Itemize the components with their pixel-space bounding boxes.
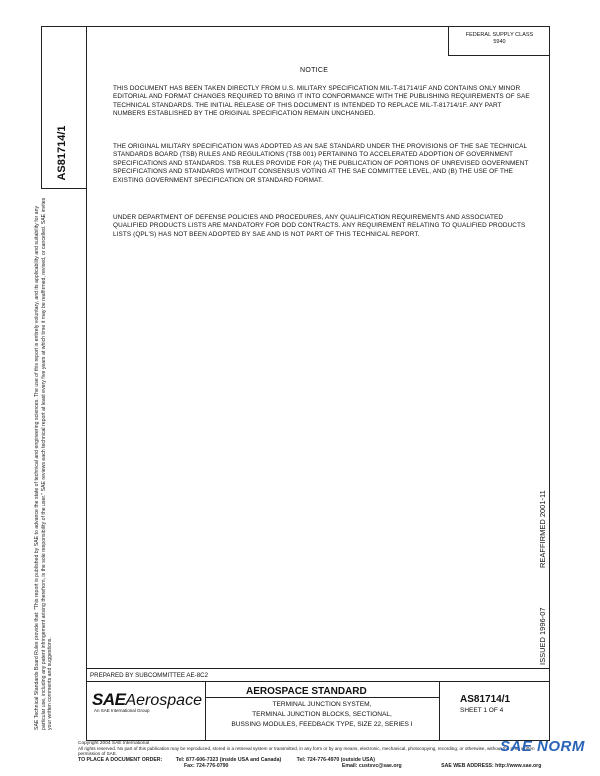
title-block-rule [86, 681, 550, 682]
copyright: Copyright 2004 SAE International [78, 741, 150, 746]
description-line-3: BUSSING MODULES, FEEDBACK TYPE, SIZE 22, SERIES I [231, 721, 413, 728]
title-block-top-rule [86, 668, 550, 669]
contact-row [78, 764, 541, 770]
description-line-2: TERMINAL JUNCTION BLOCKS, SECTIONAL, [252, 711, 392, 718]
federal-supply-class-box [448, 26, 550, 56]
fax: Fax: 724-776-0790 [184, 763, 229, 769]
phone-intl: Tel: 724-776-4970 (outside USA) [296, 757, 375, 763]
document-description [206, 700, 438, 730]
logo-word: Aerospace [125, 692, 202, 709]
rights-statement: All rights reserved. No part of this publication may be reproduced, stored in a retrieval system or transmitted, in any form or by any means, electronic, mechanical, photocopying, recording, or otherwise, without the prior written permission of SAE. [78, 746, 535, 757]
prepared-by: PREPARED BY SUBCOMMITTEE AE-8C2 [90, 672, 209, 679]
description-line-1: TERMINAL JUNCTION SYSTEM, [272, 701, 372, 708]
web-address[interactable]: SAE WEB ADDRESS: http://www.sae.org [441, 763, 542, 769]
standard-label: AEROSPACE STANDARD [246, 686, 367, 697]
email: Email: custsvc@sae.org [341, 763, 402, 769]
page-frame [86, 26, 550, 741]
side-legal-text: SAE Technical Standards Board Rules provide that: "This report is published by SAE to advance the state of technical and engineering sciences. The use of this report is entirely voluntary, and its applicability and suitability for any particular use, including any patent infringement arising therefrom, is the sole responsibility of the user." SAE reviews each technical report at least every five years at which time it may be reaffirmed, revised, or cancelled. SAE invites your written comments and suggestions. [34, 197, 54, 730]
logo-mark: SAE [92, 690, 126, 709]
side-legal-notice [2, 190, 86, 730]
side-divider [41, 188, 87, 189]
sae-aerospace-logo [92, 690, 202, 713]
issued-date: ISSUED 1996-07 [538, 607, 547, 665]
notice-paragraph-2: THE ORIGINAL MILITARY SPECIFICATION WAS ADOPTED AS AN SAE STANDARD UNDER THE PROVISIONS OF THE SAE TECHNICAL STANDARDS BOARD (TSB) RULES AND REGULATIONS (TSB 001) PERTAINING TO ACCELERATED ADOPTION OF GOVERNMENT SPECIFICATIONS AND STANDARDS. TSB RULES PROVIDE FOR (A) THE PUBLICATION OF PORTIONS OF UNREVISED GOVERNMENT SPECIFICATIONS AND STANDARDS WITHOUT CONSENSUS VOTING AT THE SAE COMMITTEE LEVEL, AND (B) THE USE OF THE EXISTING GOVERNMENT SPECIFICATION OR STANDARD FORMAT. [113, 143, 529, 184]
title-block-divider-2 [439, 681, 440, 741]
side-doc-id [41, 118, 83, 188]
title-block-mid-rule [205, 697, 439, 698]
left-rule [86, 26, 87, 741]
fsc-number: 5940 [493, 39, 506, 45]
side-doc-id-text: AS81714/1 [56, 125, 68, 181]
document-number: AS81714/1 [460, 694, 511, 705]
notice-title: NOTICE [300, 67, 329, 74]
notice-paragraph-3: UNDER DEPARTMENT OF DEFENSE POLICIES AND PROCEDURES, ANY QUALIFICATION REQUIREMENTS AND ASSOCIATED QUALIFIED PRODUCTS LISTS ARE MANDATORY FOR DOD CONTRACTS. ANY REQUIREMENT RELATING TO QUALIFIED PRODUCTS LISTS (QPL'S) HAS NOT BEEN ADOPTED BY SAE AND IS NOT PART OF THIS TECHNICAL REPORT. [113, 214, 526, 238]
phone-usa: Tel: 877-606-7323 (inside USA and Canada) [175, 757, 282, 763]
sae-norm-watermark: SAE NORM [500, 738, 585, 755]
right-side-dates [524, 470, 550, 670]
logo-subtitle: An SAE International Group [94, 708, 150, 713]
sheet-number: SHEET 1 OF 4 [460, 707, 504, 714]
side-box-top [41, 26, 87, 27]
order-label: TO PLACE A DOCUMENT ORDER: [78, 757, 163, 763]
fsc-label: FEDERAL SUPPLY CLASS [465, 32, 534, 38]
notice-paragraph-1: THIS DOCUMENT HAS BEEN TAKEN DIRECTLY FROM U.S. MILITARY SPECIFICATION MIL-T-81714/1F AND CONTAINS ONLY MINOR EDITORIAL AND FORMAT CHANGES REQUIRED TO BRING IT INTO CONFORMANCE WITH THE PUBLISHING REQUIREMENTS OF SAE TECHNICAL STANDARDS. THE INITIAL RELEASE OF THIS DOCUMENT IS INTENDED TO REPLACE MIL-T-81714/1F. ANY PART NUMBERS ESTABLISHED BY THE ORIGINAL SPECIFICATION REMAIN UNCHANGED. [113, 85, 530, 118]
reaffirmed-date: REAFFIRMED 2001-11 [538, 490, 547, 568]
